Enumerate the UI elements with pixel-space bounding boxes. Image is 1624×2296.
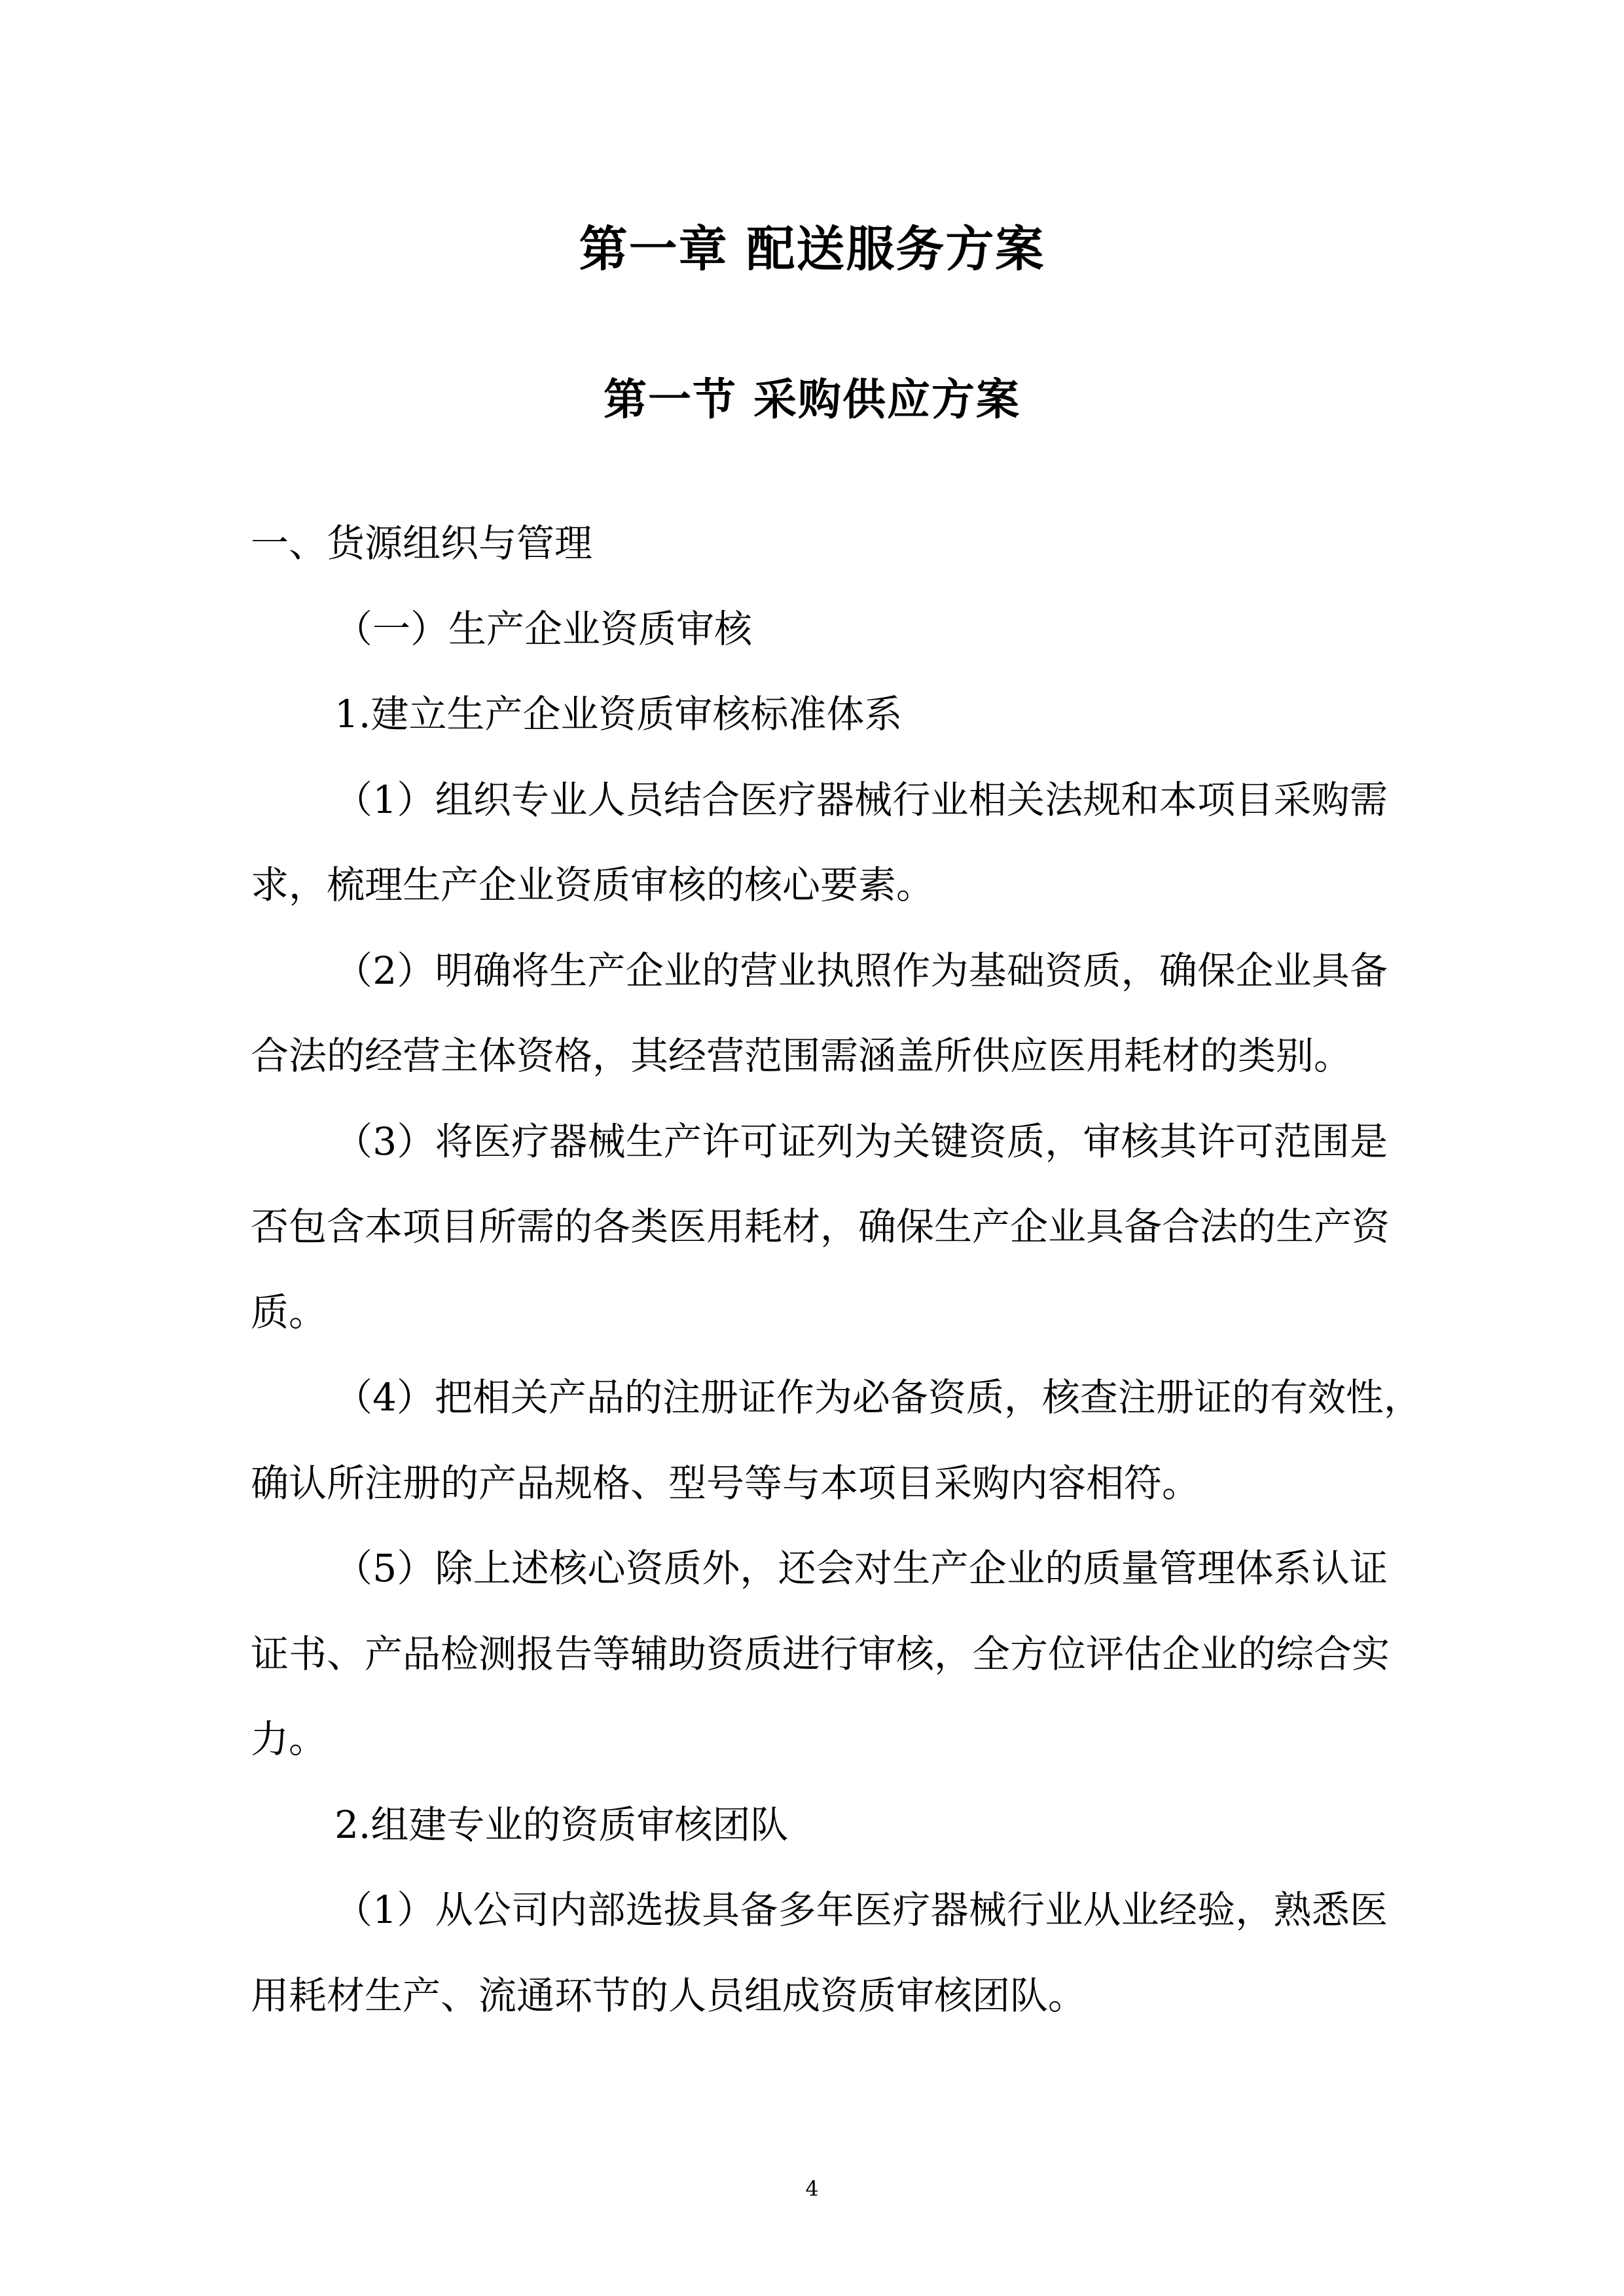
text-line: 确认所注册的产品规格、型号等与本项目采购内容相符。: [251, 1460, 1200, 1505]
text-line: 1.建立生产企业资质审核标准体系: [334, 692, 903, 736]
document-body: [251, 501, 1422, 2038]
chapter-title: 第一章 配送服务方案: [579, 221, 1045, 278]
text-line: （1）从公司内部选拔具备多年医疗器械行业从业经验，熟悉医: [334, 1888, 1388, 1932]
text-line: 力。: [251, 1717, 327, 1761]
text-line: （5）除上述核心资质外，还会对生产企业的质量管理体系认证: [334, 1546, 1388, 1590]
text-line: （4）把相关产品的注册证作为必备资质，核查注册证的有效性，: [334, 1375, 1422, 1420]
text-line: （一）生产企业资质审核: [334, 606, 753, 651]
text-line: （1）组织专业人员结合医疗器械行业相关法规和本项目采购需: [334, 777, 1388, 822]
text-line: 一、货源组织与管理: [251, 521, 593, 565]
text-line: 用耗材生产、流通环节的人员组成资质审核团队。: [251, 1973, 1087, 2018]
text-line: 合法的经营主体资格，其经营范围需涵盖所供应医用耗材的类别。: [251, 1033, 1352, 1078]
text-line: （3）将医疗器械生产许可证列为关键资质，审核其许可范围是: [334, 1119, 1388, 1164]
text-line: 求，梳理生产企业资质审核的核心要素。: [251, 863, 935, 907]
text-line: 质。: [251, 1289, 327, 1335]
text-line: （2）明确将生产企业的营业执照作为基础资质，确保企业具备: [334, 948, 1388, 993]
text-line: 否包含本项目所需的各类医用耗材，确保生产企业具备合法的生产资: [251, 1204, 1390, 1249]
page-number: 4: [805, 2176, 819, 2201]
section-title: 第一节 采购供应方案: [604, 374, 1020, 425]
text-line: 2.组建专业的资质审核团队: [334, 1802, 789, 1847]
text-line: 证书、产品检测报告等辅助资质进行审核，全方位评估企业的综合实: [251, 1631, 1390, 1676]
